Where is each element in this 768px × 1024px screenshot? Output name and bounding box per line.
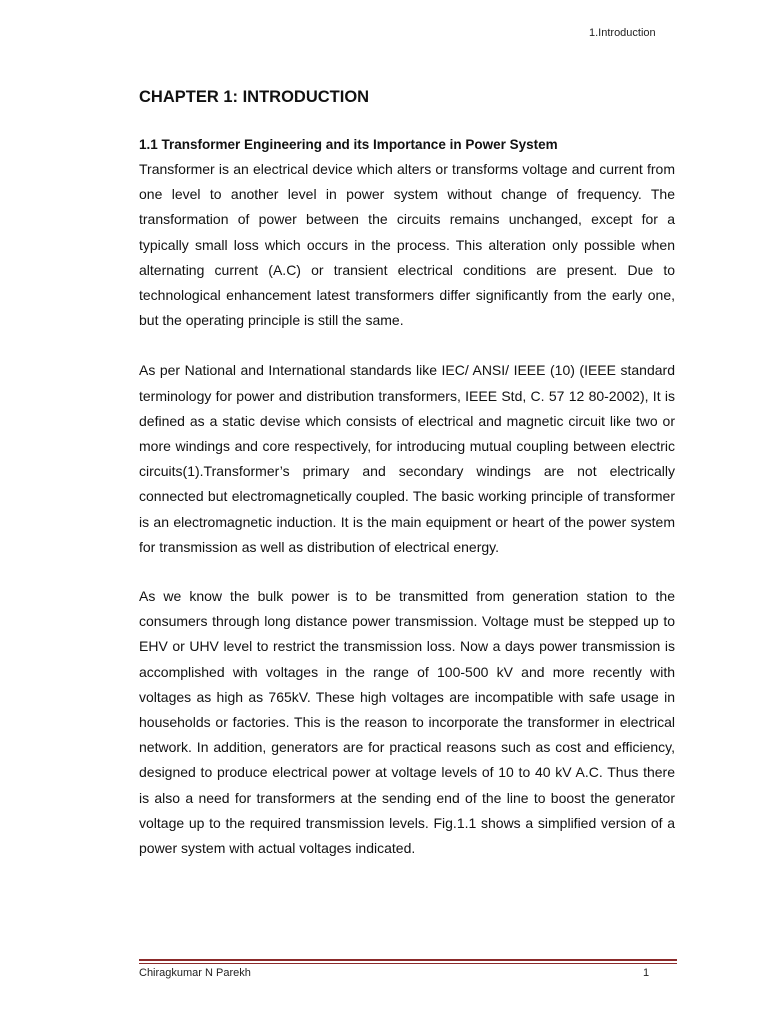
paragraph: As per National and International standards like IEC/ ANSI/ IEEE (10) (IEEE standard terminology for power and distribution transformers, IEEE Std, C. 57 12 80-2002), It is defined as a static devise which consists of electrical and magnetic circuit like two or more windings and core respectively, for introducing mutual coupling between electric circuits(1).Transformer’s primary and secondary windings are not electrically connected but electromagnetically coupled. The basic working principle of transformer is an electromagnetic induction. It is the main equipment or heart of the power system for transmission as well as distribution of electrical energy. (139, 362, 675, 555)
page-number: 1 (643, 967, 650, 979)
chapter-title: CHAPTER 1: INTRODUCTION (139, 88, 370, 106)
paragraph: As we know the bulk power is to be transmitted from generation station to the consumers through long distance power transmission. Voltage must be stepped up to EHV or UHV level to restrict the transmission loss. Now a days power transmission is accomplished with voltages in the range of 100-500 kV and more recently with voltages as high as 765kV. These high voltages are incompatible with safe usage in households or factories. This is the reason to incorporate the transformer in electrical network. In addition, generators are for practical reasons such as cost and efficiency, designed to produce electrical power at voltage levels of 10 to 40 kV A.C. Thus there is also a need for transformers at the sending end of the line to boost the generator voltage up to the required transmission levels. Fig.1.1 shows a simplified version of a power system with actual voltages indicated. (139, 588, 675, 857)
paragraph: Transformer is an electrical device which alters or transforms voltage and current from one level to another level in power system without change of frequency. The transformation of power between the circuits remains unchanged, except for a typically small loss which occurs in the process. This alteration only possible when alternating current (A.C) or transient electrical conditions are present. Due to technological enhancement latest transformers differ significantly from the early one, but the operating principle is still the same. (139, 161, 675, 329)
footer-rule-thin (139, 963, 677, 964)
footer-author: Chiragkumar N Parekh (139, 967, 251, 979)
footer-rule (139, 959, 677, 961)
page-body (139, 86, 675, 861)
running-header: 1.Introduction (589, 27, 656, 39)
section-title: 1.1 Transformer Engineering and its Importance in Power System (139, 137, 558, 152)
